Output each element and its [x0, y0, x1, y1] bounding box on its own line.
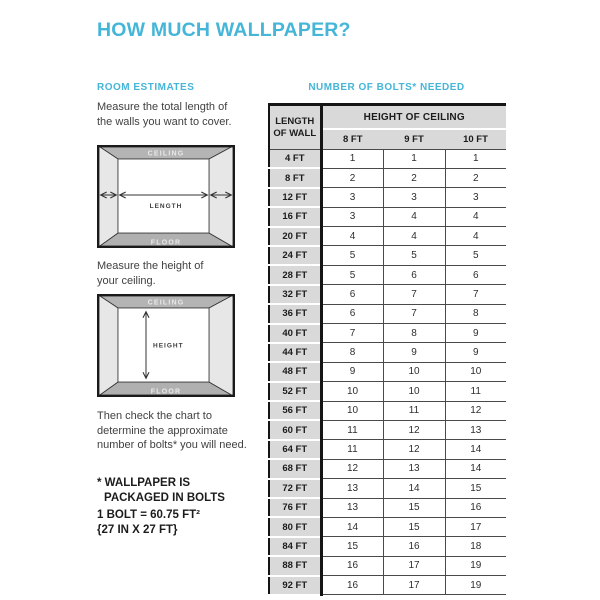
table-row [269, 517, 506, 536]
text-line: the walls you want to cover. [97, 115, 232, 128]
bolt-count-cell: 14 [321, 517, 383, 536]
bolt-count-cell: 15 [445, 479, 506, 498]
ceiling-label: CEILING [147, 299, 185, 307]
bolt-count-cell: 5 [321, 265, 383, 284]
text-line: * WALLPAPER IS [97, 477, 191, 489]
bolt-count-cell: 5 [445, 246, 506, 265]
floor-label: FLOOR [150, 388, 182, 396]
table-row [269, 188, 506, 207]
wall-length-cell: 68 FT [269, 459, 321, 478]
wall-length-cell: 24 FT [269, 246, 321, 265]
length-of-wall-header [269, 105, 321, 150]
bolt-count-cell: 10 [321, 401, 383, 420]
bolt-count-cell: 5 [383, 246, 445, 265]
bolt-count-cell: 15 [383, 517, 445, 536]
table-row [269, 440, 506, 459]
wall-length-cell: 76 FT [269, 498, 321, 517]
table-row [269, 459, 506, 478]
bolt-count-cell: 7 [383, 304, 445, 323]
bolt-count-cell: 6 [445, 265, 506, 284]
bolt-count-cell: 11 [383, 401, 445, 420]
bolt-count-cell: 19 [445, 576, 506, 595]
bolt-count-cell: 5 [321, 246, 383, 265]
wall-length-cell: 72 FT [269, 479, 321, 498]
ceiling-label: CEILING [147, 150, 185, 158]
bolt-count-cell: 17 [445, 517, 506, 536]
instruction-check-chart [97, 409, 247, 453]
text-line: determine the approximate [97, 424, 228, 437]
table-row [269, 207, 506, 226]
bolt-count-cell: 10 [383, 362, 445, 381]
bolt-count-cell: 9 [321, 362, 383, 381]
room-length-diagram [97, 145, 235, 248]
wall-length-cell: 88 FT [269, 556, 321, 575]
table-row [269, 304, 506, 323]
bolt-count-cell: 9 [445, 324, 506, 343]
bolt-count-cell: 14 [383, 479, 445, 498]
bolt-count-cell: 8 [321, 343, 383, 362]
bolt-count-cell: 13 [445, 420, 506, 439]
instruction-measure-height [97, 259, 203, 288]
bolt-count-cell: 13 [383, 459, 445, 478]
bolt-count-cell: 12 [321, 459, 383, 478]
bolt-count-cell: 19 [445, 556, 506, 575]
bolt-count-cell: 11 [321, 440, 383, 459]
bolt-count-cell: 15 [321, 537, 383, 556]
wall-length-cell: 8 FT [269, 168, 321, 187]
table-row [269, 285, 506, 304]
bolt-count-cell: 3 [445, 188, 506, 207]
right-wall-surface [209, 145, 235, 248]
wallpaper-bolts-footnote [97, 476, 225, 506]
table-row [269, 537, 506, 556]
text-line: PACKAGED IN BOLTS [104, 492, 225, 504]
bolt-count-cell: 4 [445, 227, 506, 246]
bolt-count-cell: 9 [383, 343, 445, 362]
bolt-count-cell: 13 [321, 498, 383, 517]
text-line: your ceiling. [97, 274, 156, 287]
wall-length-cell: 84 FT [269, 537, 321, 556]
wall-length-cell: 64 FT [269, 440, 321, 459]
left-wall-surface [97, 294, 118, 397]
wall-length-cell: 16 FT [269, 207, 321, 226]
wall-length-cell: 4 FT [269, 150, 321, 169]
wall-length-cell: 20 FT [269, 227, 321, 246]
bolt-count-cell: 16 [321, 556, 383, 575]
wall-length-cell: 60 FT [269, 420, 321, 439]
wall-length-cell: 92 FT [269, 576, 321, 595]
bolt-count-cell: 17 [383, 556, 445, 575]
room-perspective-drawing [97, 294, 235, 397]
bolt-count-cell: 7 [383, 285, 445, 304]
bolt-count-cell: 6 [321, 304, 383, 323]
column-header-9ft: 9 FT [383, 129, 445, 150]
bolt-count-cell: 3 [383, 188, 445, 207]
text-line: 1 BOLT = 60.75 FT² [97, 509, 200, 521]
bolt-count-cell: 11 [445, 382, 506, 401]
bolt-count-cell: 4 [445, 207, 506, 226]
bolt-count-cell: 2 [383, 168, 445, 187]
bolts-needed-table [268, 103, 506, 596]
wall-length-cell: 40 FT [269, 324, 321, 343]
bolt-count-cell: 16 [321, 576, 383, 595]
bolt-count-cell: 3 [321, 188, 383, 207]
table-row [269, 246, 506, 265]
table-row [269, 150, 506, 169]
wall-length-cell: 56 FT [269, 401, 321, 420]
left-wall-surface [97, 145, 118, 248]
bolt-count-cell: 17 [383, 576, 445, 595]
table-row [269, 479, 506, 498]
bolt-count-cell: 2 [445, 168, 506, 187]
table-row [269, 227, 506, 246]
table-header [269, 105, 506, 150]
wall-length-cell: 12 FT [269, 188, 321, 207]
height-of-ceiling-header: HEIGHT OF CEILING [321, 105, 506, 130]
table-row [269, 324, 506, 343]
text-line: Measure the total length of [97, 101, 228, 113]
right-wall-surface [209, 294, 235, 397]
length-measure-label: LENGTH [149, 203, 183, 210]
table-row [269, 576, 506, 595]
height-measure-label: HEIGHT [153, 342, 184, 350]
back-wall-surface [118, 159, 209, 233]
text-line: Measure the height of [97, 260, 204, 272]
text-line: Then check the chart to [97, 410, 212, 422]
bolt-count-cell: 18 [445, 537, 506, 556]
text-line: OF WALL [273, 127, 317, 139]
bolt-count-cell: 9 [445, 343, 506, 362]
table-row [269, 498, 506, 517]
table-row [269, 343, 506, 362]
bolt-count-cell: 8 [445, 304, 506, 323]
bolt-count-cell: 6 [383, 265, 445, 284]
bolt-count-cell: 6 [321, 285, 383, 304]
bolt-count-cell: 7 [321, 324, 383, 343]
bolt-count-cell: 14 [445, 459, 506, 478]
bolt-count-cell: 8 [383, 324, 445, 343]
bolt-count-cell: 12 [383, 440, 445, 459]
table-row [269, 420, 506, 439]
bolt-count-cell: 10 [445, 362, 506, 381]
bolt-count-cell: 1 [321, 150, 383, 169]
section-heading-bolts-needed: NUMBER OF BOLTS* NEEDED [308, 82, 465, 93]
wall-length-cell: 80 FT [269, 517, 321, 536]
bolt-count-cell: 15 [383, 498, 445, 517]
page-title: HOW MUCH WALLPAPER? [97, 19, 351, 41]
wall-length-cell: 52 FT [269, 382, 321, 401]
wall-length-cell: 48 FT [269, 362, 321, 381]
bolt-count-cell: 16 [445, 498, 506, 517]
bolt-count-cell: 1 [383, 150, 445, 169]
floor-label: FLOOR [150, 239, 182, 247]
room-height-diagram [97, 294, 235, 397]
section-heading-room-estimates: ROOM ESTIMATES [97, 82, 195, 93]
bolt-count-cell: 12 [383, 420, 445, 439]
column-header-8ft: 8 FT [321, 129, 383, 150]
table-row [269, 556, 506, 575]
text-line: LENGTH [275, 116, 315, 127]
bolt-count-cell: 13 [321, 479, 383, 498]
text-line: {27 IN X 27 FT} [97, 524, 178, 536]
text-line: number of bolts* you will need. [97, 439, 247, 451]
table-row [269, 362, 506, 381]
bolt-count-cell: 4 [383, 227, 445, 246]
bolt-count-cell: 4 [321, 227, 383, 246]
bolt-count-cell: 1 [445, 150, 506, 169]
bolt-count-cell: 16 [383, 537, 445, 556]
bolt-count-cell: 3 [321, 207, 383, 226]
bolt-count-cell: 10 [383, 382, 445, 401]
wall-length-cell: 36 FT [269, 304, 321, 323]
wall-length-cell: 44 FT [269, 343, 321, 362]
room-perspective-drawing [97, 145, 235, 248]
wall-length-cell: 28 FT [269, 265, 321, 284]
bolt-count-cell: 7 [445, 285, 506, 304]
bolt-count-cell: 2 [321, 168, 383, 187]
table-row [269, 382, 506, 401]
instruction-measure-length [97, 100, 232, 129]
bolt-count-cell: 14 [445, 440, 506, 459]
bolt-count-cell: 4 [383, 207, 445, 226]
table-row [269, 401, 506, 420]
table-row [269, 168, 506, 187]
wall-length-cell: 32 FT [269, 285, 321, 304]
bolt-count-cell: 12 [445, 401, 506, 420]
bolt-count-cell: 11 [321, 420, 383, 439]
table-row [269, 265, 506, 284]
bolt-size-info [97, 508, 200, 538]
bolts-table-body [269, 150, 506, 595]
bolt-count-cell: 10 [321, 382, 383, 401]
column-header-10ft: 10 FT [445, 129, 506, 150]
